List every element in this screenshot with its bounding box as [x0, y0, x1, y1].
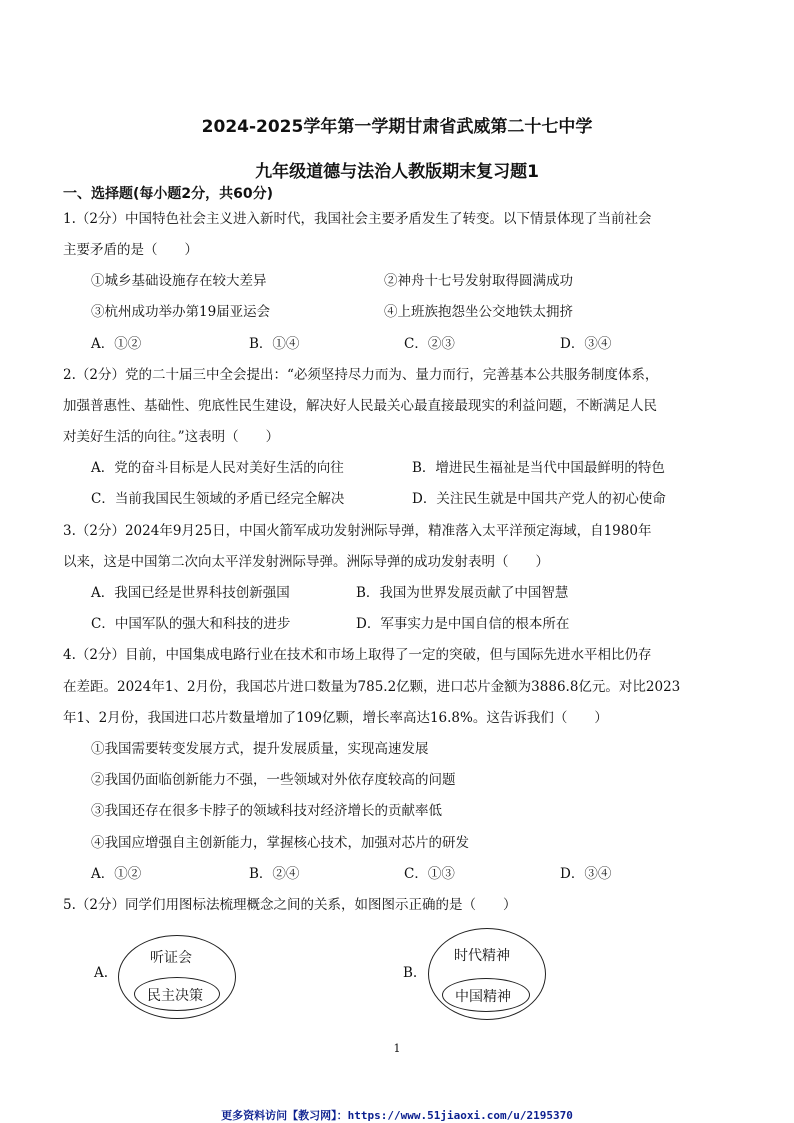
q3-stem-line1: 3.（2分）2024年9月25日，中国火箭军成功发射洲际导弹，精准落入太平洋预定海域，自1980年	[63, 523, 652, 539]
q4-option-c: C．①③	[404, 866, 455, 882]
q2-option-d: D．关注民生就是中国共产党人的初心使命	[412, 491, 666, 507]
q5-option-b-label: B.	[403, 965, 418, 981]
q1-stem-line1: 1.（2分）中国特色社会主义进入新时代，我国社会主要矛盾发生了转变。以下情景体现了当前社会	[63, 211, 652, 227]
q1-statement-3: ③杭州成功举办第19届亚运会	[91, 304, 271, 320]
exam-title: 2024-2025学年第一学期甘肃省武威第二十七中学	[201, 117, 593, 137]
q2-option-a: A．党的奋斗目标是人民对美好生活的向往	[91, 460, 344, 476]
q1-option-a: A．①②	[91, 336, 142, 352]
q2-option-c: C．当前我国民生领域的矛盾已经完全解决	[91, 491, 345, 507]
q1-statement-2: ②神舟十七号发射取得圆满成功	[384, 273, 573, 289]
outer-ellipse-label: 听证会	[150, 950, 192, 966]
q4-statement-2: ②我国仍面临创新能力不强，一些领域对外依存度较高的问题	[91, 772, 456, 788]
q3-option-c: C．中国军队的强大和科技的进步	[91, 616, 291, 632]
q3-stem-line2: 以来，这是中国第二次向太平洋发射洲际导弹。洲际导弹的成功发射表明（ ）	[63, 554, 549, 570]
q4-option-a: A．①②	[91, 866, 142, 882]
inner-ellipse-label: 中国精神	[455, 989, 511, 1005]
inner-ellipse-label: 民主决策	[147, 988, 203, 1004]
q5-stem-line1: 5.（2分）同学们用图标法梳理概念之间的关系，如图图示正确的是（ ）	[63, 897, 517, 913]
q4-option-d: D．③④	[560, 866, 612, 882]
section-heading: 一、选择题(每小题2分，共60分)	[63, 186, 274, 202]
q4-statement-4: ④我国应增强自主创新能力，掌握核心技术，加强对芯片的研发	[91, 835, 469, 851]
exam-subtitle: 九年级道德与法治人教版期末复习题1	[255, 162, 539, 182]
q4-stem-line2: 在差距。2024年1、2月份，我国芯片进口数量为785.2亿颗，进口芯片金额为3886.8亿元。对比2023	[63, 679, 681, 695]
q5-option-a-diagram	[118, 935, 236, 1019]
q4-stem-line3: 年1、2月份，我国进口芯片数量增加了109亿颗，增长率高达16.8%。这告诉我们（ ）	[63, 710, 608, 726]
q1-statement-4: ④上班族抱怨坐公交地铁太拥挤	[384, 304, 573, 320]
q1-option-c: C．②③	[404, 336, 455, 352]
q2-option-b: B．增进民生福祉是当代中国最鲜明的特色	[412, 460, 665, 476]
q1-option-b: B．①④	[249, 336, 300, 352]
outer-ellipse-label: 时代精神	[454, 948, 510, 964]
footer-link[interactable]: 更多资料访问【教习网】：https://www.51jiaoxi.com/u/2195370	[221, 1109, 573, 1122]
q1-stem-line2: 主要矛盾的是（ ）	[63, 242, 198, 258]
q4-statement-1: ①我国需要转变发展方式，提升发展质量，实现高速发展	[91, 741, 429, 757]
q5-option-a-label: A.	[94, 965, 109, 981]
page-number: 1	[393, 1042, 401, 1055]
q4-stem-line1: 4.（2分）目前，中国集成电路行业在技术和市场上取得了一定的突破，但与国际先进水平相比仍存	[63, 647, 652, 663]
q1-option-d: D．③④	[560, 336, 612, 352]
q4-option-b: B．②④	[249, 866, 300, 882]
q2-stem-line1: 2.（2分）党的二十届三中全会提出：“必须坚持尽力而为、量力而行，完善基本公共服务制度体系，	[63, 367, 659, 383]
q2-stem-line3: 对美好生活的向往。”这表明（ ）	[63, 429, 280, 445]
q3-option-a: A．我国已经是世界科技创新强国	[91, 585, 290, 601]
q4-statement-3: ③我国还存在很多卡脖子的领域科技对经济增长的贡献率低	[91, 803, 442, 819]
q2-stem-line2: 加强普惠性、基础性、兜底性民生建设，解决好人民最关心最直接最现实的利益问题，不断满足人民	[63, 398, 657, 414]
q1-statement-1: ①城乡基础设施存在较大差异	[91, 273, 267, 289]
q3-option-b: B．我国为世界发展贡献了中国智慧	[356, 585, 569, 601]
q5-option-b-diagram	[428, 928, 546, 1020]
q3-option-d: D．军事实力是中国自信的根本所在	[356, 616, 570, 632]
